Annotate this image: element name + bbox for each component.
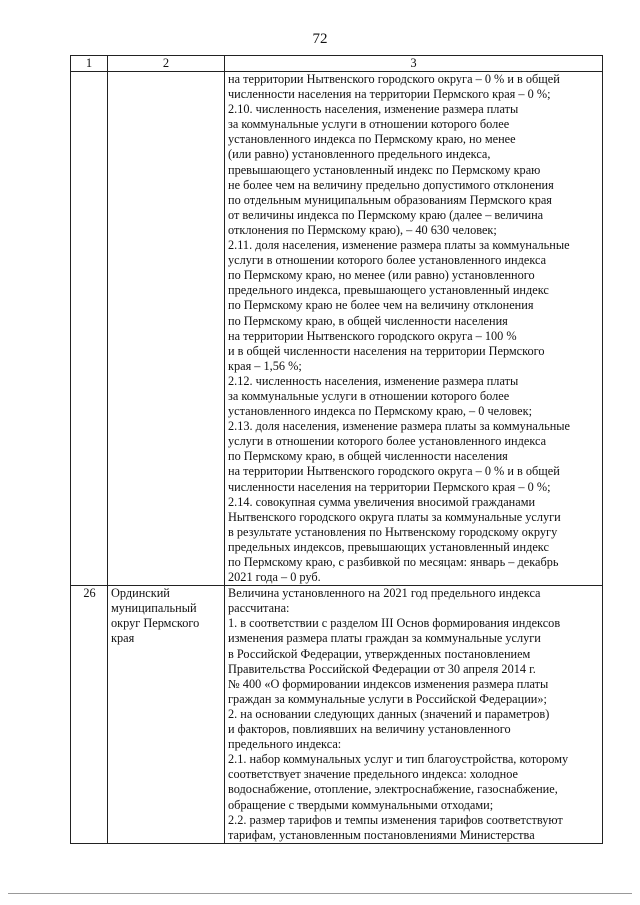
- table-header-row: [71, 56, 603, 72]
- text-line: за коммунальные услуги в отношении которого более: [228, 117, 510, 132]
- text-line: 2021 года – 0 руб.: [228, 570, 321, 585]
- text-line: обращение с твердыми коммунальными отходами;: [228, 797, 494, 812]
- text-line: рассчитана:: [228, 601, 290, 616]
- text-line: предельного индекса, превышающего установленный индекс: [228, 283, 549, 298]
- text-line: численности населения на территории Пермского края – 0 %;: [228, 479, 551, 494]
- text-line: водоснабжение, отопление, электроснабжение, газоснабжение,: [228, 782, 558, 797]
- continuation-text-cell: [225, 72, 603, 586]
- table-row-continuation: [71, 72, 603, 586]
- text-line: отклонения по Пермскому краю), – 40 630 человек;: [228, 222, 497, 237]
- text-line: услуги в отношении которого более установленного индекса: [228, 253, 547, 268]
- text-line: предельного индекса:: [228, 737, 342, 752]
- row-26-text-cell: [225, 586, 603, 844]
- municipality-name-cell: [108, 586, 225, 844]
- text-line: превышающего установленный индекс по Пермскому краю: [228, 162, 541, 177]
- municipality-line: Ординский: [111, 586, 170, 601]
- text-line: Величина установленного на 2021 год предельного индекса: [228, 586, 541, 601]
- text-line: 2. на основании следующих данных (значений и параметров): [228, 706, 550, 721]
- document-table: [70, 55, 603, 844]
- text-line: в результате установления по Нытвенскому городскому округу: [228, 524, 558, 539]
- text-line: 2.10. численность населения, изменение размера платы: [228, 102, 519, 117]
- text-line: по Пермскому краю, в общей численности населения: [228, 449, 508, 464]
- text-line: в Российской Федерации, утвержденных постановлением: [228, 646, 531, 661]
- text-line: за коммунальные услуги в отношении которого более: [228, 388, 510, 403]
- text-line: 2.11. доля населения, изменение размера платы за коммунальные: [228, 238, 570, 253]
- text-line: края – 1,56 %;: [228, 358, 302, 373]
- text-line: соответствует значение предельного индекса: холодное: [228, 767, 518, 782]
- bottom-page-rule: [8, 893, 632, 894]
- text-line: 2.13. доля населения, изменение размера платы за коммунальные: [228, 419, 571, 434]
- header-col-2: 2: [108, 56, 225, 72]
- text-line: по Пермскому краю, но менее (или равно) установленного: [228, 268, 535, 283]
- municipality-line: муниципальный: [111, 601, 197, 616]
- row-number-cell: 26: [71, 586, 108, 844]
- text-line: граждан за коммунальные услуги в Российской Федерации»;: [228, 691, 547, 706]
- text-line: Правительства Российской Федерации от 30 апреля 2014 г.: [228, 661, 536, 676]
- text-line: 2.1. набор коммунальных услуг и тип благоустройства, которому: [228, 752, 569, 767]
- text-line: по отдельным муниципальным образованиям Пермского края: [228, 192, 552, 207]
- text-line: на территории Нытвенского городского округа – 0 % и в общей: [228, 72, 560, 86]
- text-line: по Пермскому краю, с разбивкой по месяцам: январь – декабрь: [228, 555, 559, 569]
- text-line: (или равно) установленного предельного индекса,: [228, 147, 491, 162]
- header-col-1: 1: [71, 56, 108, 72]
- page-number: 72: [312, 31, 328, 47]
- municipality-line: края: [111, 631, 135, 646]
- text-line: от величины индекса по Пермскому краю (далее – величина: [228, 207, 544, 222]
- text-line: и факторов, повлиявших на величину установленного: [228, 722, 511, 737]
- text-line: 1. в соответствии с разделом III Основ формирования индексов: [228, 616, 561, 631]
- continuation-number-cell: [71, 72, 108, 586]
- text-line: на территории Нытвенского городского округа – 100 %: [228, 328, 517, 343]
- text-line: установленного индекса по Пермскому краю, но менее: [228, 132, 516, 147]
- header-col-3: 3: [225, 56, 603, 72]
- text-line: Нытвенского городского округа платы за коммунальные услуги: [228, 509, 561, 524]
- text-line: предельных индексов, превышающих установленный индекс: [228, 539, 549, 554]
- text-line: численности населения на территории Пермского края – 0 %;: [228, 87, 551, 102]
- text-line: изменения размера платы граждан за коммунальные услуги: [228, 631, 541, 646]
- table-row-26: [71, 586, 603, 844]
- text-line: услуги в отношении которого более установленного индекса: [228, 434, 547, 449]
- text-line: № 400 «О формировании индексов изменения размера платы: [228, 676, 549, 691]
- text-line: и в общей численности населения на территории Пермского: [228, 343, 545, 358]
- text-line: 2.2. размер тарифов и темпы изменения тарифов соответствуют: [228, 812, 563, 827]
- text-line: тарифам, установленным постановлениями Министерства: [228, 827, 535, 842]
- text-line: по Пермскому краю не более чем на величину отклонения: [228, 298, 534, 313]
- text-line: 2.14. совокупная сумма увеличения вносимой гражданами: [228, 494, 536, 509]
- text-line: 2.12. численность населения, изменение размера платы: [228, 373, 519, 388]
- continuation-municipality-cell: [108, 72, 225, 586]
- text-line: по Пермскому краю, в общей численности населения: [228, 313, 508, 328]
- text-line: установленного индекса по Пермскому краю, – 0 человек;: [228, 404, 532, 419]
- text-line: не более чем на величину предельно допустимого отклонения: [228, 177, 554, 192]
- municipality-line: округ Пермского: [111, 616, 200, 631]
- text-line: на территории Нытвенского городского округа – 0 % и в общей: [228, 464, 560, 479]
